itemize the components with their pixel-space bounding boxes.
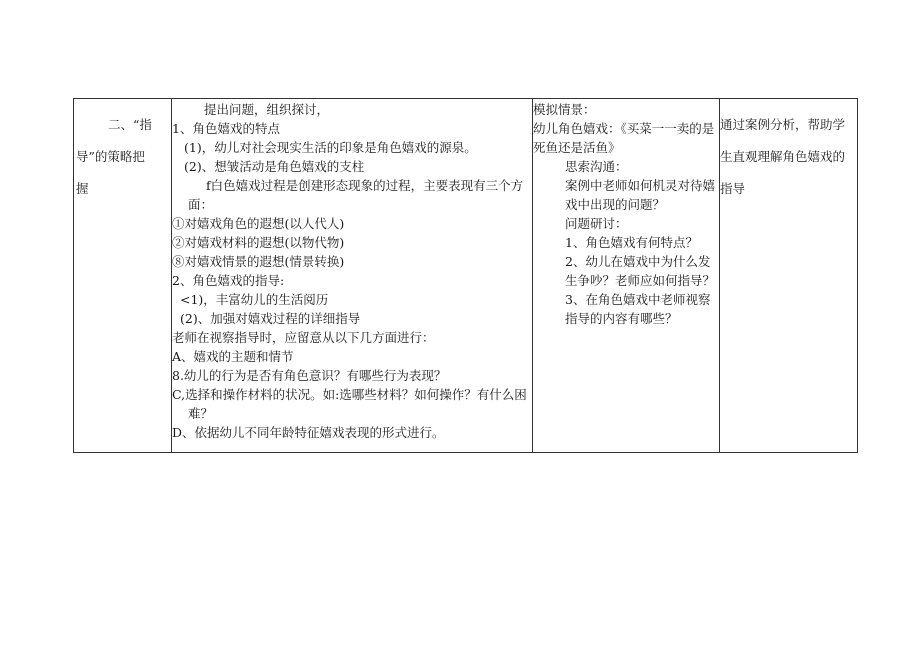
content-line: ⑧对嬉戏情景的遐想(情景转换) [172,254,345,269]
content-line: (1)，幼儿对社会现实生活的印象是角色嬉戏的源泉。 [184,140,477,155]
content-line: A、嬉戏的主题和情节 [172,349,294,364]
intent-line: 通过案例分析，帮助学生直观理解角色嬉戏的指导 [720,117,846,196]
activity-line: 2、幼儿在嬉戏中为什么发生争吵？老师应如何指导？ [565,254,716,288]
content-line: D、依据幼儿不同年龄特征嬉戏表现的形式进行。 [172,425,445,440]
content-cell [172,99,533,453]
content-line: ②对嬉戏材料的遐想(以物代物) [172,235,345,250]
activity-line: 案例中老师如何机灵对待嬉戏中出现的问题？ [565,178,716,212]
section-title-line: 导”的策略把 [76,149,145,164]
activity-line: 幼儿角色嬉戏：《买菜一一卖的是死鱼还是活鱼》 [533,121,715,155]
content-line: 面： [188,197,214,212]
content-line: (2)、想皱活动是角色嬉戏的支柱 [184,159,365,174]
content-line: ①对嬉戏角色的遐想(以人代人) [172,216,345,231]
table-row [74,99,858,453]
content-line: <1)，丰富幼儿的生活阅历 [180,292,329,307]
section-title-cell [74,99,172,453]
activity-line: 1、角色嬉戏有何特点？ [565,235,698,250]
content-line: 提出问题，组织探讨， [204,102,330,117]
activity-line: 思索沟通： [565,159,628,174]
activity-line: 问题研讨： [565,216,628,231]
activity-line: 3、在角色嬉戏中老师视察指导的内容有哪些？ [565,292,711,326]
content-line: 1、角色嬉戏的特点 [172,121,280,136]
content-line: 难？ [188,406,214,421]
lesson-plan-table [73,98,858,453]
content-line: 2、角色嬉戏的指导: [172,273,285,288]
activity-cell [533,99,720,453]
content-line: (2)、加强对嬉戏过程的详细指导 [180,311,361,326]
content-line: 老师在视察指导时，应留意从以下几方面进行： [172,330,435,345]
content-line: f白色嬉戏过程是创建形态现象的过程，主要表现有三个方 [206,178,524,193]
section-title-line: 二、“指 [108,117,152,132]
activity-line: 模拟情景： [533,102,596,117]
content-line: C,选择和操作材料的状况。如:选哪些材料？如何操作？有什么困 [172,387,527,402]
intent-cell [720,99,858,453]
content-line: 8.幼儿的行为是否有角色意识？有哪些行为表现？ [172,368,447,383]
section-title-line: 握 [76,181,89,196]
